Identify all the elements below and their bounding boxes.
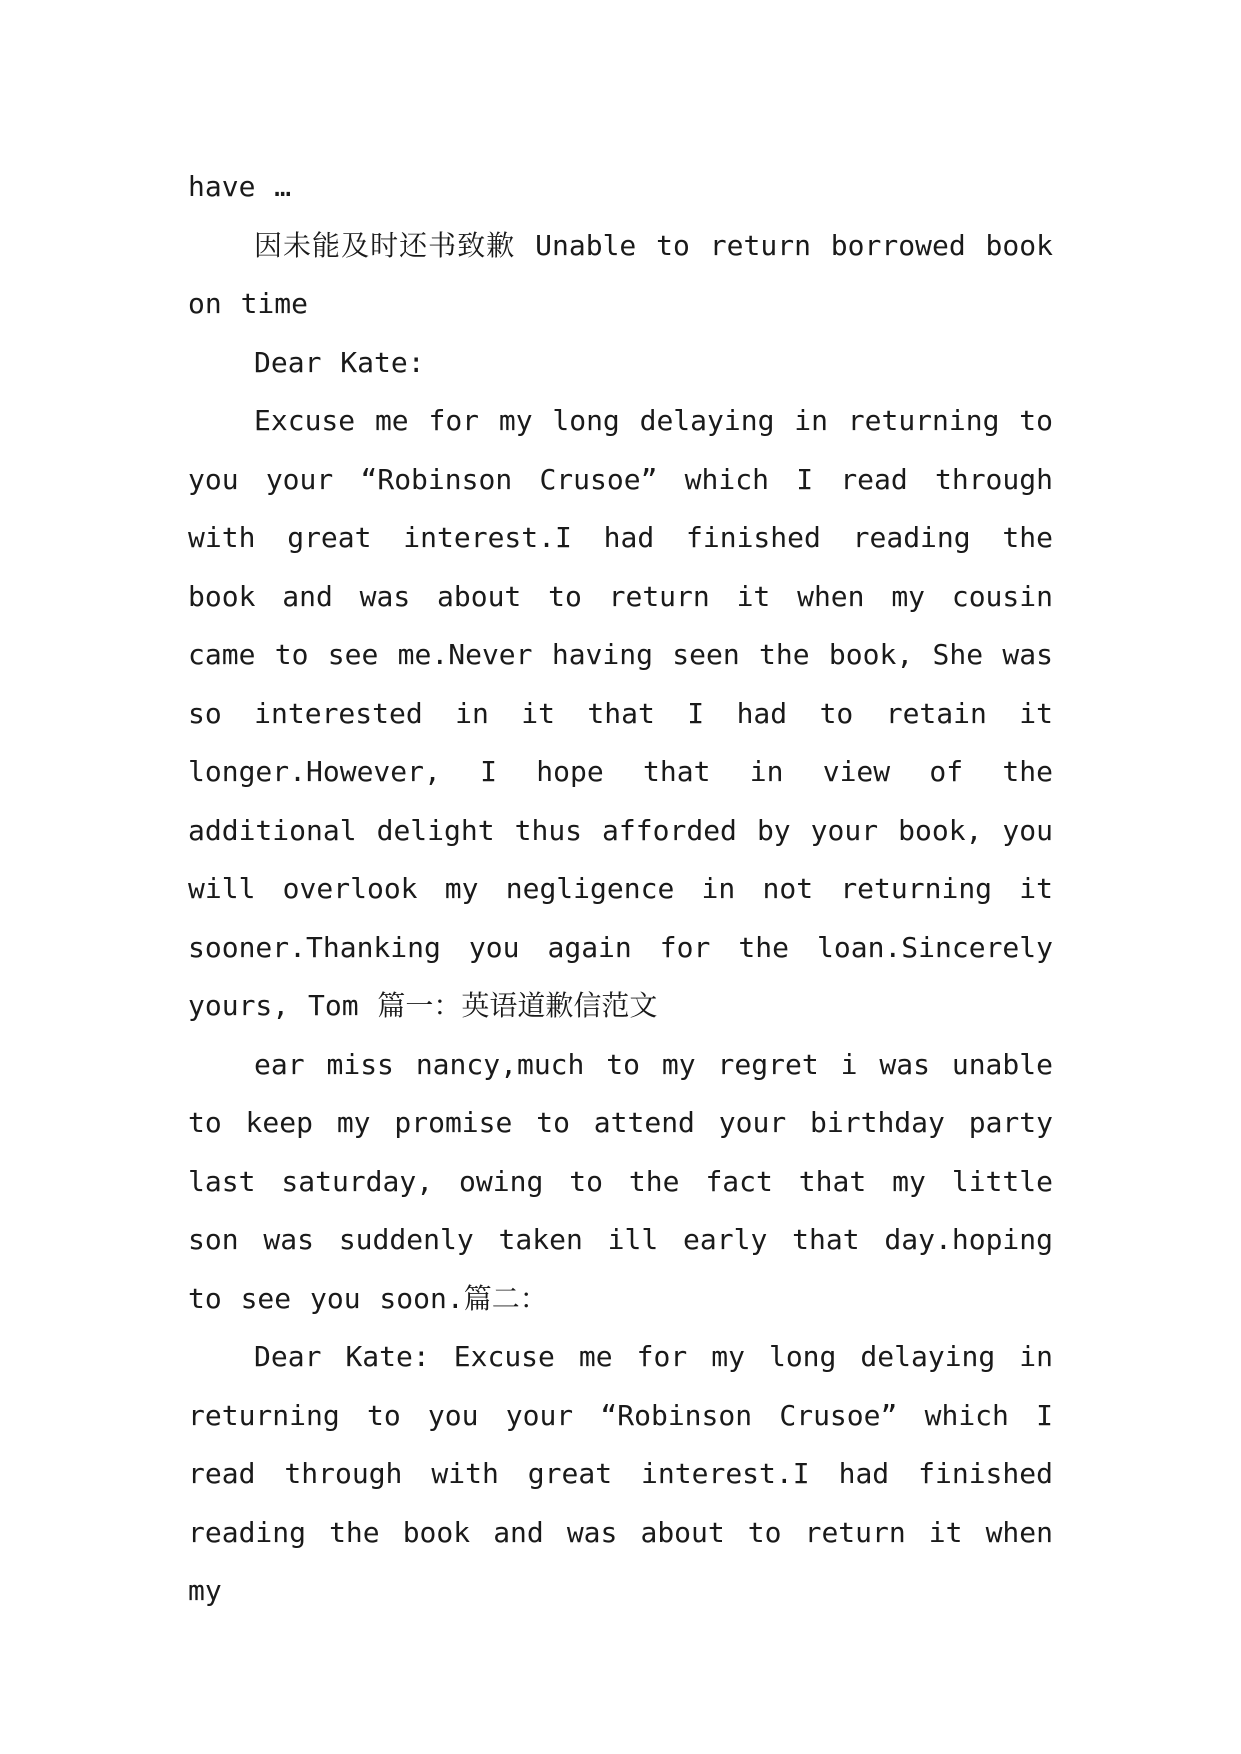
- paragraph-letter-nancy: ear miss nancy,much to my regret i was unable to keep my promise to attend your birthday party last saturday, owing to the fact that my little son was suddenly taken ill early that day.hoping to see you soon.篇二：: [188, 1047, 1053, 1315]
- paragraph-letter-body: Excuse me for my long delaying in returning to you your “Robinson Crusoe” which I read through with great interest.I had finished reading the book and was about to return it when my cousin came to see me.Never having seen the book, She was so interested in it that I had to retain it longer.However, I hope that in view of the additional delight thus afforded by your book, you will overlook my negligence in not returning it sooner.Thanking you again for the loan.Sincerely yours, Tom 篇一：英语道歉信范文: [188, 404, 1053, 1022]
- paragraph-letter-repeat: Dear Kate: Excuse me for my long delaying in returning to you your “Robinson Crusoe” which I read through with great interest.I had finished reading the book and was about to return it when my: [188, 1340, 1053, 1607]
- paragraph-heading-apology: 因未能及时还书致歉 Unable to return borrowed book on time: [188, 228, 1053, 320]
- paragraph-salutation: Dear Kate:: [254, 345, 425, 379]
- paragraph-continuation: have …: [188, 170, 292, 203]
- document-body: [188, 158, 1053, 1621]
